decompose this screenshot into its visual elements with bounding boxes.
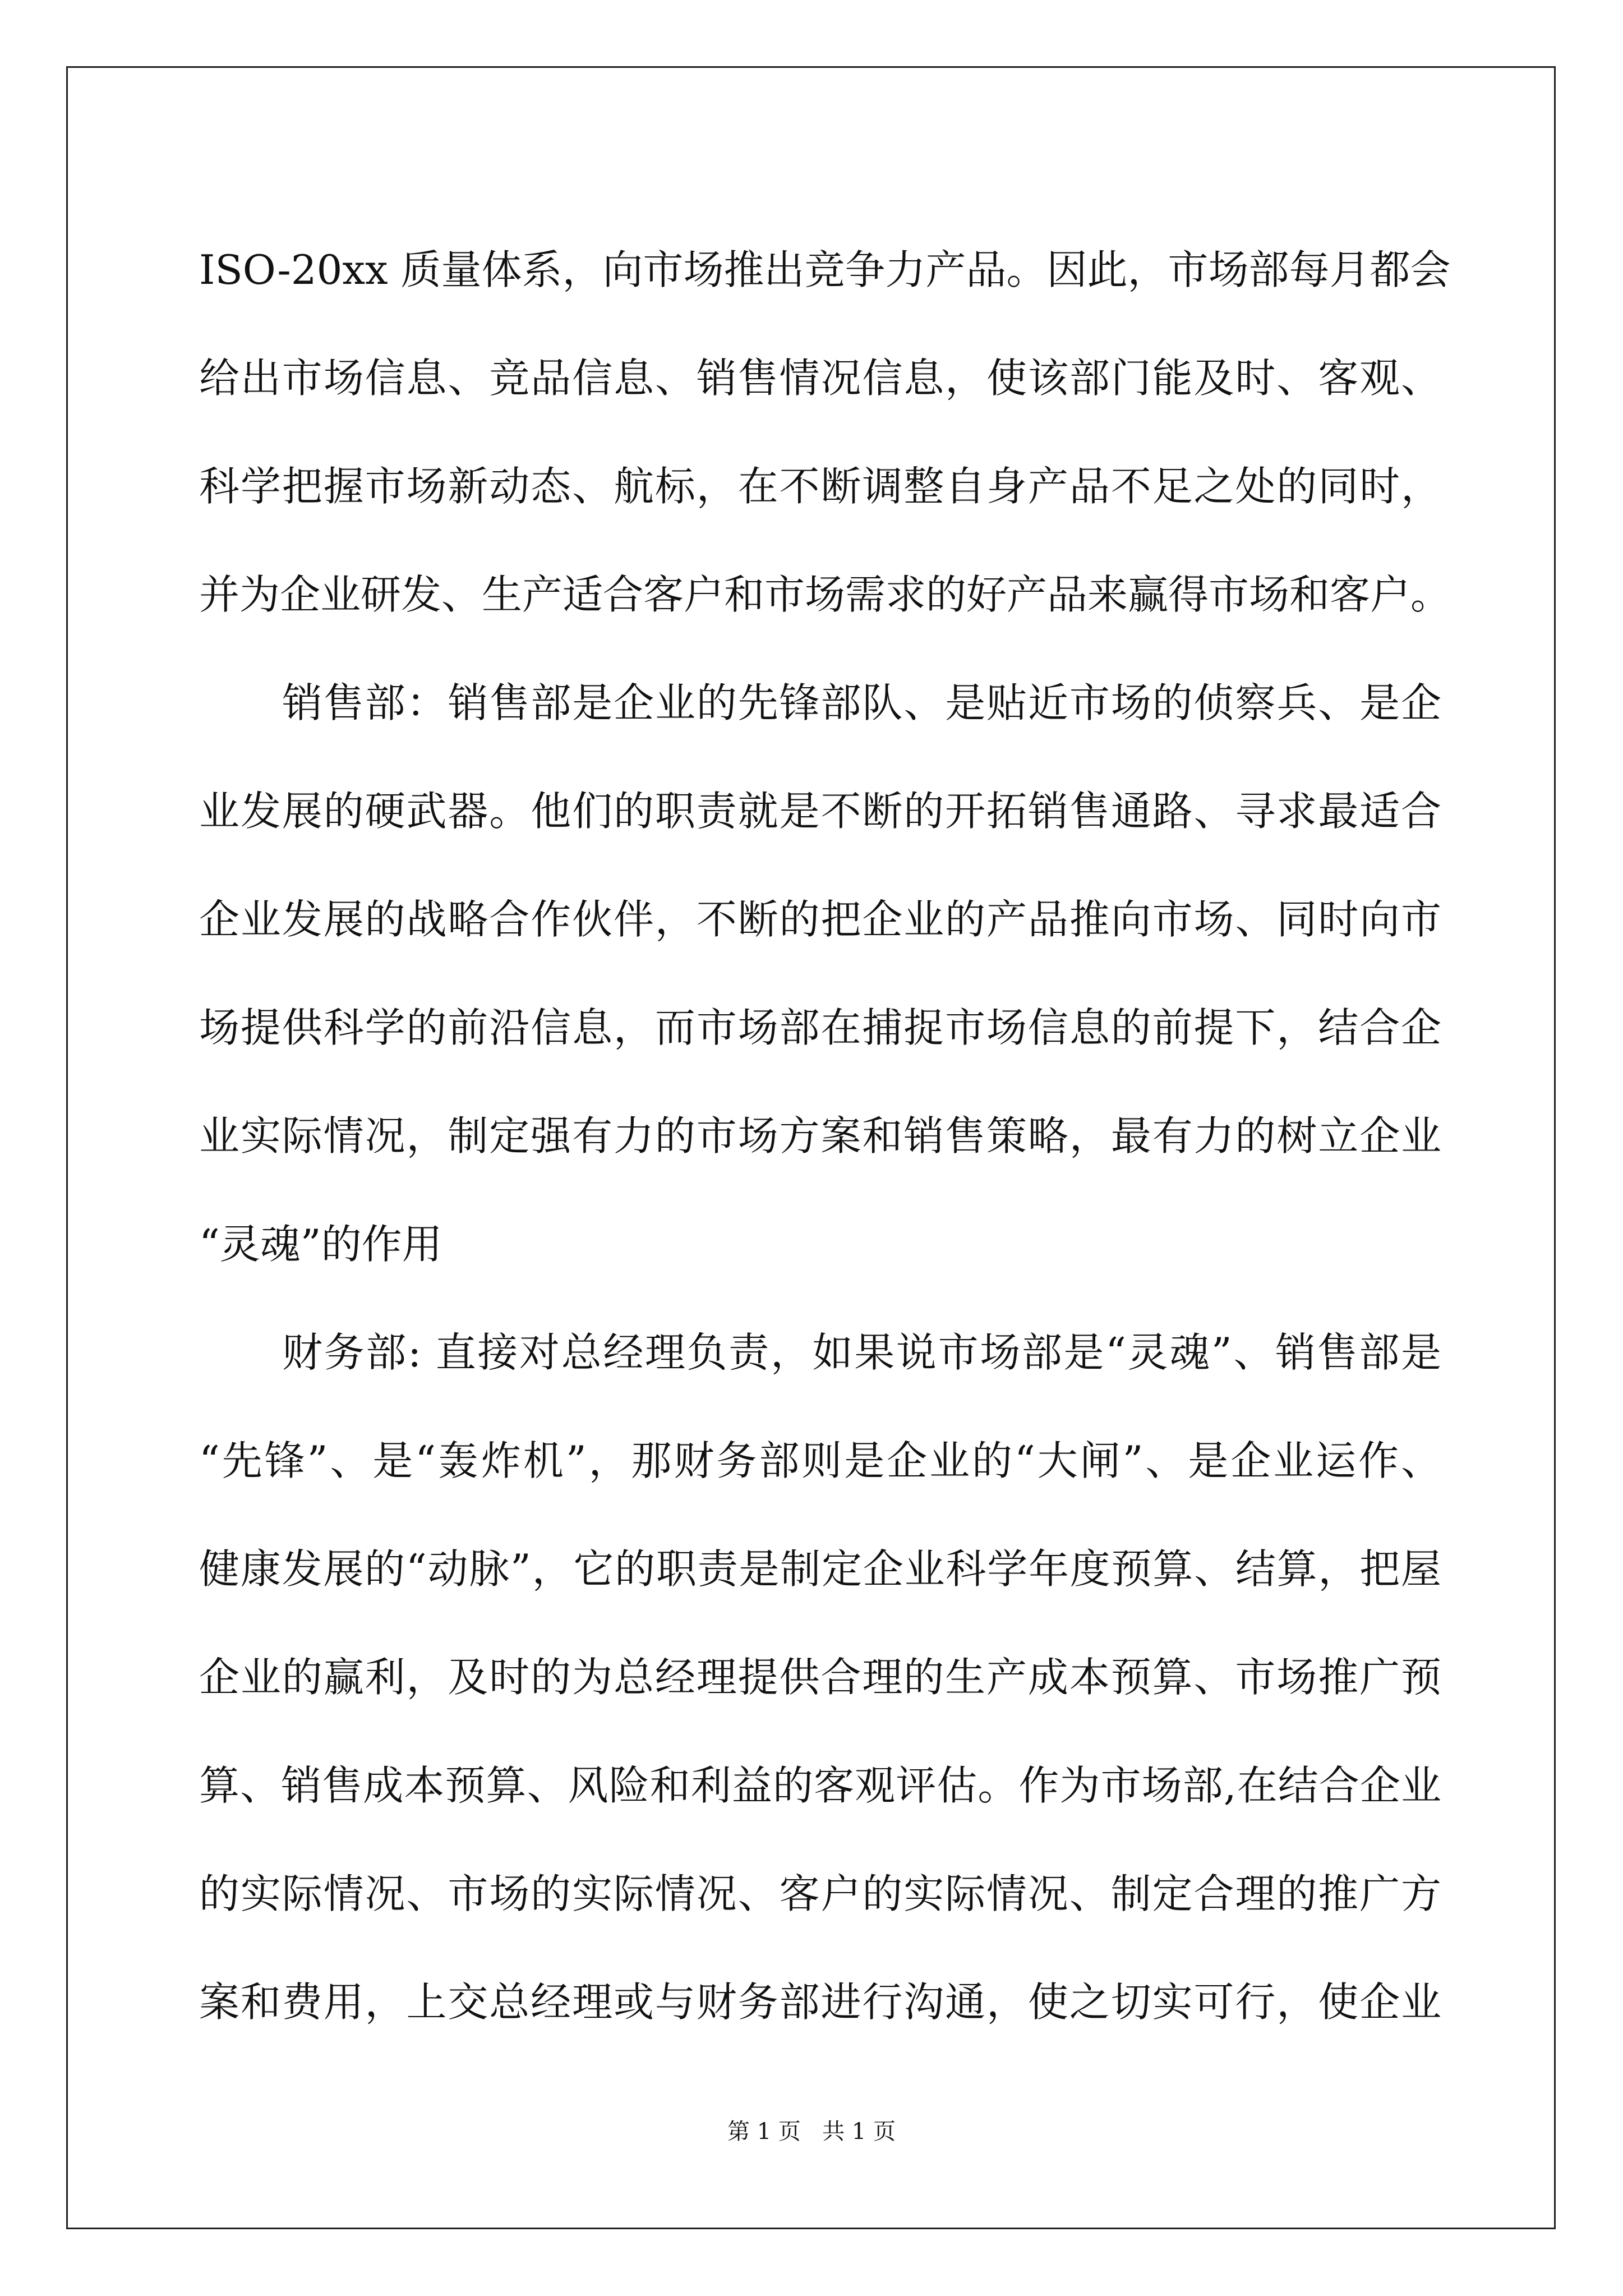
paragraph-first-line: 销售部：销售部是企业的先锋部队、是贴近市场的侦察兵、是企 (282, 679, 1441, 726)
text-line: 给出市场信息、竞品信息、销售情况信息，使该部门能及时、客观、 (199, 355, 1441, 402)
page-number-footer: 第 1 页 共 1 页 (727, 2119, 896, 2145)
text-line: 企业的赢利，及时的为总经理提供合理的生产成本预算、市场推广预 (199, 1654, 1441, 1701)
document-body (199, 216, 1451, 2056)
text-line: 案和费用，上交总经理或与财务部进行沟通，使之切实可行，使企业 (199, 1978, 1441, 2026)
text-line: ISO-20xx 质量体系，向市场推出竞争力产品。因此，市场部每月都会 (199, 246, 1451, 293)
text-line: 企业发展的战略合作伙伴，不断的把企业的产品推向市场、同时向市 (199, 896, 1441, 943)
text-line: 科学把握市场新动态、航标，在不断调整自身产品不足之处的同时， (199, 463, 1441, 510)
text-line: 场提供科学的前沿信息，而市场部在捕捉市场信息的前提下，结合企 (199, 1004, 1441, 1051)
paragraph-last-line: “灵魂”的作用 (199, 1221, 442, 1268)
text-line: 的实际情况、市场的实际情况、客户的实际情况、制定合理的推广方 (199, 1870, 1441, 1917)
text-line: 业发展的硬武器。他们的职责就是不断的开拓销售通路、寻求最适合 (199, 788, 1441, 835)
text-line: “先锋”、是“轰炸机”，那财务部则是企业的“大闸”、是企业运作、 (199, 1437, 1441, 1484)
text-line: 业实际情况，制定强有力的市场方案和销售策略，最有力的树立企业 (199, 1112, 1441, 1159)
text-line: 算、销售成本预算、风险和利益的客观评估。作为市场部,在结合企业 (199, 1762, 1441, 1809)
text-line: 健康发展的“动脉”，它的职责是制定企业科学年度预算、结算，把屋 (199, 1545, 1441, 1593)
paragraph-first-line: 财务部: 直接对总经理负责，如果说市场部是“灵魂”、销售部是 (282, 1329, 1441, 1376)
text-line: 并为企业研发、生产适合客户和市场需求的好产品来赢得市场和客户。 (199, 571, 1451, 618)
